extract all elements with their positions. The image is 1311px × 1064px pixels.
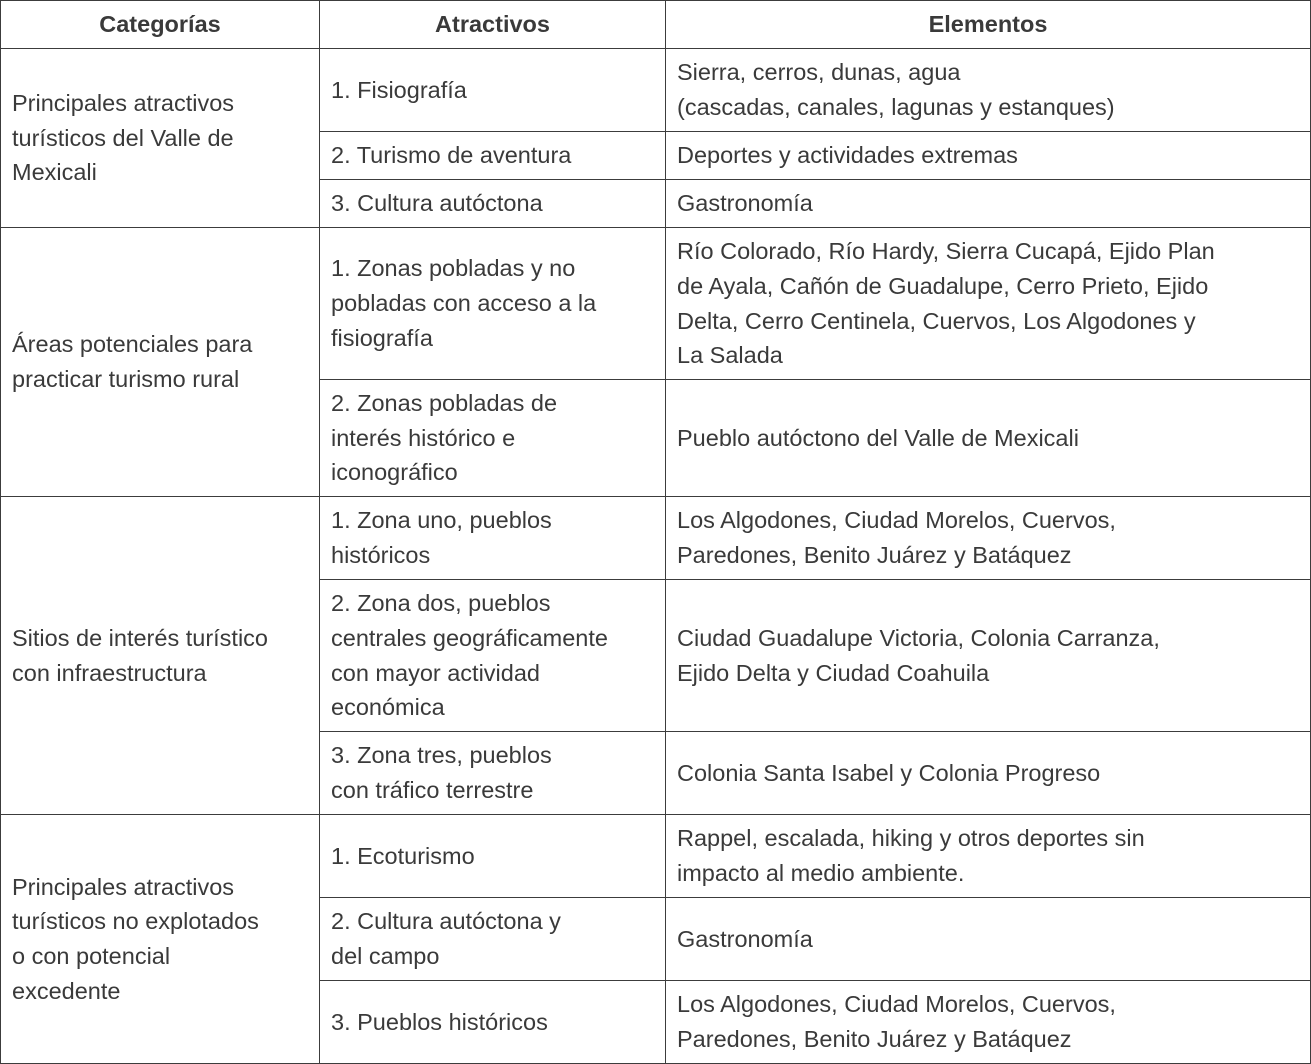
table-row [1, 497, 1311, 580]
attraction-cell: 1. Zonas pobladas y no pobladas con acceso a la fisiografía [320, 228, 666, 380]
category-cell: Áreas potenciales para practicar turismo rural [1, 228, 320, 497]
header-categorias: Categorías [1, 1, 320, 49]
category-cell: Principales atractivos turísticos no explotados o con potencial excedente [1, 815, 320, 1064]
attraction-cell: 1. Fisiografía [320, 49, 666, 132]
attraction-cell: 2. Cultura autóctona y del campo [320, 898, 666, 981]
elements-cell: Los Algodones, Ciudad Morelos, Cuervos, Paredones, Benito Juárez y Batáquez [666, 497, 1311, 580]
category-cell: Principales atractivos turísticos del Valle de Mexicali [1, 49, 320, 228]
attraction-cell: 3. Cultura autóctona [320, 180, 666, 228]
elements-cell: Gastronomía [666, 898, 1311, 981]
elements-cell: Deportes y actividades extremas [666, 132, 1311, 180]
attraction-cell: 2. Turismo de aventura [320, 132, 666, 180]
header-elementos: Elementos [666, 1, 1311, 49]
table-row [1, 49, 1311, 132]
header-atractivos: Atractivos [320, 1, 666, 49]
elements-cell: Gastronomía [666, 180, 1311, 228]
elements-cell: Pueblo autóctono del Valle de Mexicali [666, 380, 1311, 497]
elements-cell: Los Algodones, Ciudad Morelos, Cuervos, Paredones, Benito Juárez y Batáquez [666, 981, 1311, 1064]
elements-cell: Rappel, escalada, hiking y otros deportes sin impacto al medio ambiente. [666, 815, 1311, 898]
attraction-cell: 2. Zonas pobladas de interés histórico e iconográfico [320, 380, 666, 497]
table-row [1, 228, 1311, 380]
elements-cell: Ciudad Guadalupe Victoria, Colonia Carranza, Ejido Delta y Ciudad Coahuila [666, 580, 1311, 732]
attraction-cell: 3. Pueblos históricos [320, 981, 666, 1064]
table-row [1, 815, 1311, 898]
header-row [1, 1, 1311, 49]
attraction-cell: 3. Zona tres, pueblos con tráfico terrestre [320, 732, 666, 815]
category-cell: Sitios de interés turístico con infraestructura [1, 497, 320, 815]
attraction-cell: 1. Ecoturismo [320, 815, 666, 898]
attraction-cell: 1. Zona uno, pueblos históricos [320, 497, 666, 580]
elements-cell: Río Colorado, Río Hardy, Sierra Cucapá, Ejido Plan de Ayala, Cañón de Guadalupe, Cerro Prieto, Ejido Delta, Cerro Centinela, Cuervos, Los Algodones y La Salada [666, 228, 1311, 380]
elements-cell: Sierra, cerros, dunas, agua (cascadas, canales, lagunas y estanques) [666, 49, 1311, 132]
attraction-cell: 2. Zona dos, pueblos centrales geográficamente con mayor actividad económica [320, 580, 666, 732]
elements-cell: Colonia Santa Isabel y Colonia Progreso [666, 732, 1311, 815]
